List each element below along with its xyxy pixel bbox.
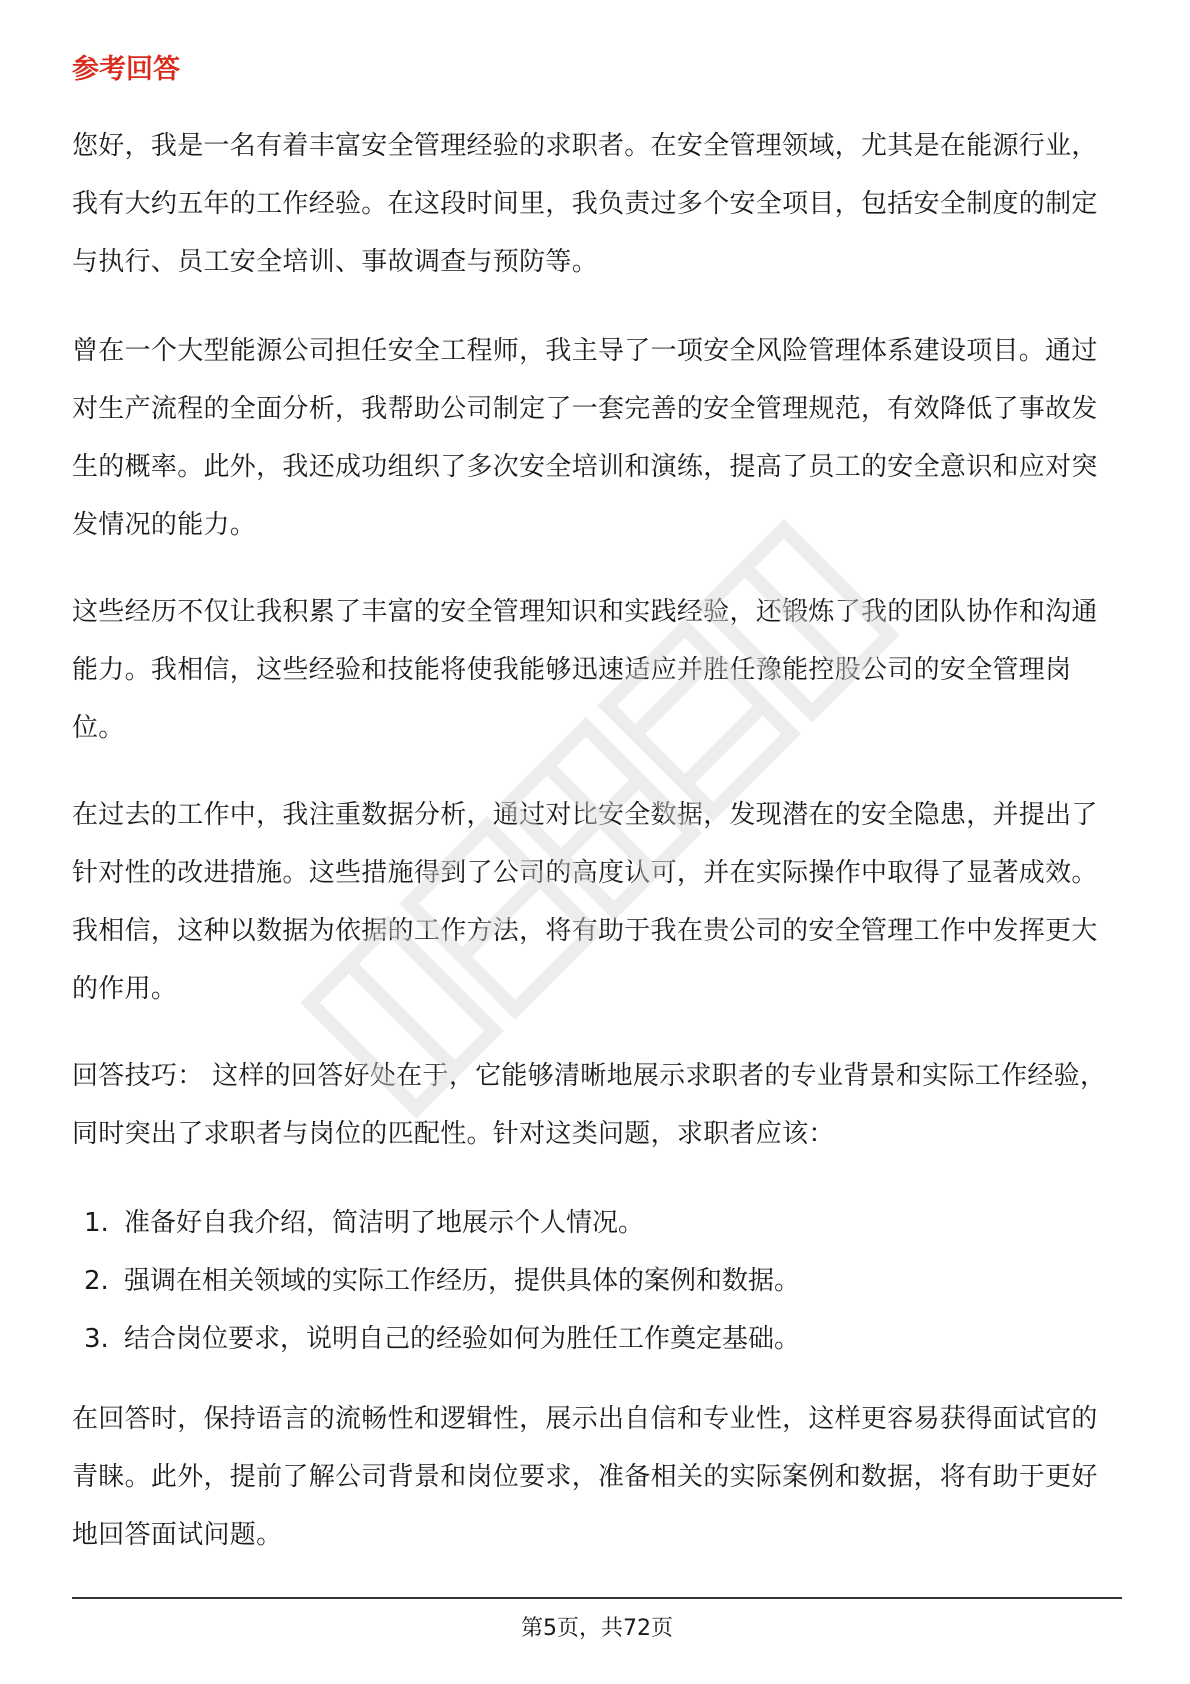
document-page — [72, 0, 1122, 1684]
tips-paragraph: 回答技巧： 这样的回答好处在于，它能够清晰地展示求职者的专业背景和实际工作经验，同时突出了求职者与岗位的匹配性。针对这类问题，求职者应该： — [72, 1061, 1107, 1149]
answer-paragraph-4: 在过去的工作中，我注重数据分析，通过对比安全数据，发现潜在的安全隐患，并提出了针对性的改进措施。这些措施得到了公司的高度认可，并在实际操作中取得了显著成效。我相信，这种以数据为依据的工作方法，将有助于我在贵公司的安全管理工作中发挥更大的作用。 — [72, 800, 1098, 1004]
tips-list — [84, 1194, 800, 1368]
list-item — [84, 1252, 800, 1310]
answer-paragraph-1: 您好，我是一名有着丰富安全管理经验的求职者。在安全管理领域，尤其是在能源行业，我有大约五年的工作经验。在这段时间里，我负责过多个安全项目，包括安全制度的制定与执行、员工安全培训、事故调查与预防等。 — [72, 131, 1098, 277]
list-item-text: 准备好自我介绍，简洁明了地展示个人情况。 — [124, 1208, 645, 1238]
answer-paragraph-3: 这些经历不仅让我积累了丰富的安全管理知识和实践经验，还锻炼了我的团队协作和沟通能力。我相信，这些经验和技能将使我能够迅速适应并胜任豫能控股公司的安全管理岗位。 — [72, 597, 1098, 743]
list-item-number: 3. — [84, 1324, 109, 1354]
list-item-number: 1. — [84, 1208, 109, 1238]
answer-paragraph-2: 曾在一个大型能源公司担任安全工程师，我主导了一项安全风险管理体系建设项目。通过对生产流程的全面分析，我帮助公司制定了一套完善的安全管理规范，有效降低了事故发生的概率。此外，我还成功组织了多次安全培训和演练，提高了员工的安全意识和应对突发情况的能力。 — [72, 336, 1098, 540]
list-item — [84, 1310, 800, 1368]
list-item-number: 2. — [84, 1266, 109, 1296]
footer-divider — [72, 1597, 1122, 1599]
section-heading: 参考回答 — [72, 54, 180, 85]
closing-paragraph: 在回答时，保持语言的流畅性和逻辑性，展示出自信和专业性，这样更容易获得面试官的青睐。此外，提前了解公司背景和岗位要求，准备相关的实际案例和数据，将有助于更好地回答面试问题。 — [72, 1404, 1098, 1550]
page-number: 第5页，共72页 — [521, 1616, 673, 1641]
list-item — [84, 1194, 800, 1252]
list-item-text: 强调在相关领域的实际工作经历，提供具体的案例和数据。 — [124, 1266, 801, 1296]
list-item-text: 结合岗位要求，说明自己的经验如何为胜任工作奠定基础。 — [124, 1324, 801, 1354]
